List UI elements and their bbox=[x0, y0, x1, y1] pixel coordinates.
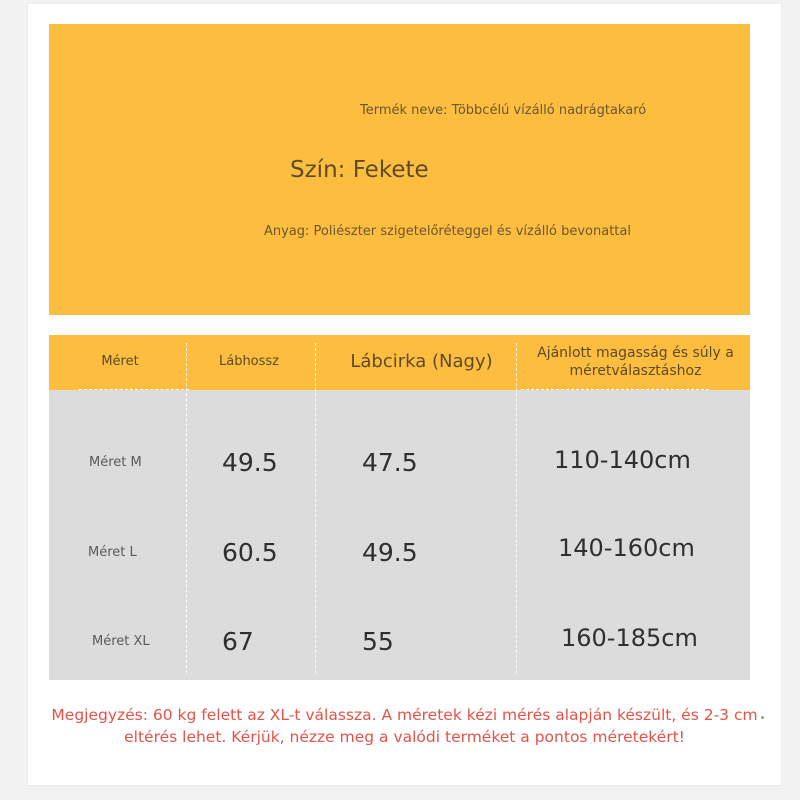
header-size: Méret bbox=[101, 354, 139, 370]
size-chart-card bbox=[28, 4, 781, 785]
row-m-leg-circumference: 47.5 bbox=[362, 448, 418, 477]
row-m-recommended: 110-140cm bbox=[554, 446, 691, 474]
header-leg-length: Lábhossz bbox=[218, 354, 280, 370]
row-size-l: Méret L bbox=[88, 545, 137, 560]
row-l-leg-length: 60.5 bbox=[222, 538, 278, 567]
column-divider bbox=[315, 343, 316, 673]
size-table bbox=[49, 335, 750, 680]
decorative-dot bbox=[761, 716, 764, 719]
row-xl-recommended: 160-185cm bbox=[561, 624, 698, 652]
product-color: Szín: Fekete bbox=[290, 157, 429, 183]
row-m-leg-length: 49.5 bbox=[222, 448, 278, 477]
row-xl-leg-circumference: 55 bbox=[362, 627, 394, 656]
product-info-panel bbox=[49, 24, 750, 315]
header-leg-circumference: Lábcirka (Nagy) bbox=[350, 351, 493, 373]
row-l-recommended: 140-160cm bbox=[558, 534, 695, 562]
table-header-row bbox=[49, 335, 750, 390]
size-note: Megjegyzés: 60 kg felett az XL-t válassza. A méretek kézi mérés alapján készült, és 2-3 cm eltérés lehet. Kérjük, nézze meg a valódi terméket a pontos méretekért! bbox=[51, 706, 758, 746]
row-size-m: Méret M bbox=[89, 455, 142, 470]
row-l-leg-circumference: 49.5 bbox=[362, 538, 418, 567]
product-material: Anyag: Poliészter szigetelőréteggel és vízálló bevonattal bbox=[264, 224, 631, 239]
row-xl-leg-length: 67 bbox=[222, 627, 254, 656]
header-recommended: Ajánlott magasság és súly a méretválasztáshoz bbox=[537, 345, 734, 379]
column-divider bbox=[516, 343, 517, 673]
column-divider bbox=[186, 343, 187, 673]
row-size-xl: Méret XL bbox=[92, 634, 150, 649]
product-name: Termék neve: Többcélú vízálló nadrágtakaró bbox=[360, 103, 647, 118]
